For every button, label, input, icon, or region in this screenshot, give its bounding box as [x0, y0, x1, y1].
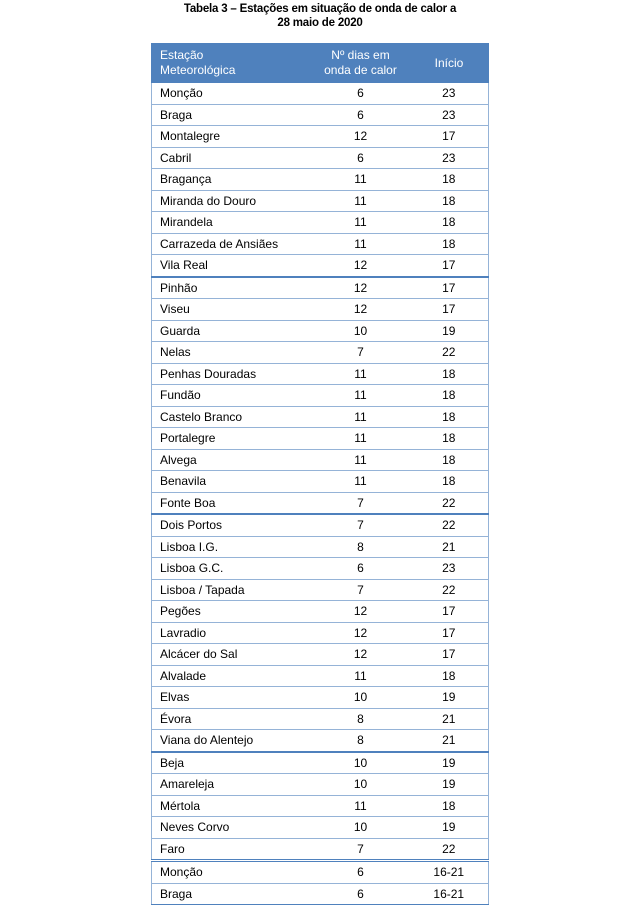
- station-cell: Dois Portos: [152, 514, 312, 536]
- station-cell: Benavila: [152, 471, 312, 493]
- days-cell: 12: [312, 126, 410, 148]
- start-cell: 19: [410, 817, 489, 839]
- days-cell: 11: [312, 471, 410, 493]
- start-cell: 19: [410, 687, 489, 709]
- station-cell: Portalegre: [152, 428, 312, 450]
- table-row: [152, 817, 489, 839]
- table-row: [152, 774, 489, 796]
- table-row: [152, 212, 489, 234]
- start-cell: 18: [410, 212, 489, 234]
- start-cell: 22: [410, 838, 489, 861]
- station-cell: Viana do Alentejo: [152, 730, 312, 752]
- table-row: [152, 449, 489, 471]
- start-cell: 22: [410, 579, 489, 601]
- station-cell: Bragança: [152, 169, 312, 191]
- days-cell: 11: [312, 363, 410, 385]
- start-cell: 17: [410, 622, 489, 644]
- days-cell: 10: [312, 817, 410, 839]
- table-row: [152, 665, 489, 687]
- table-row: [152, 795, 489, 817]
- days-cell: 12: [312, 622, 410, 644]
- days-cell: 7: [312, 492, 410, 514]
- station-cell: Carrazeda de Ansiães: [152, 233, 312, 255]
- table-row: [152, 83, 489, 105]
- start-cell: 18: [410, 428, 489, 450]
- table-row: [152, 514, 489, 536]
- start-cell: 18: [410, 406, 489, 428]
- start-cell: 22: [410, 492, 489, 514]
- table-row: [152, 579, 489, 601]
- table-row: [152, 169, 489, 191]
- days-cell: 7: [312, 838, 410, 861]
- station-cell: Miranda do Douro: [152, 190, 312, 212]
- station-cell: Viseu: [152, 299, 312, 321]
- days-cell: 8: [312, 536, 410, 558]
- start-cell: 23: [410, 83, 489, 105]
- days-cell: 11: [312, 212, 410, 234]
- table-row: [152, 406, 489, 428]
- start-cell: 21: [410, 536, 489, 558]
- header-row: [152, 44, 489, 83]
- start-cell: 16-21: [410, 861, 489, 884]
- station-cell: Braga: [152, 104, 312, 126]
- station-cell: Évora: [152, 708, 312, 730]
- days-cell: 8: [312, 730, 410, 752]
- days-cell: 11: [312, 428, 410, 450]
- days-cell: 6: [312, 104, 410, 126]
- header-station-line-2: Meteorológica: [160, 63, 236, 77]
- days-cell: 10: [312, 752, 410, 774]
- table-row: [152, 233, 489, 255]
- start-cell: 19: [410, 774, 489, 796]
- station-cell: Guarda: [152, 320, 312, 342]
- station-cell: Monção: [152, 83, 312, 105]
- table-row: [152, 255, 489, 277]
- start-cell: 18: [410, 795, 489, 817]
- start-cell: 17: [410, 126, 489, 148]
- station-cell: Mirandela: [152, 212, 312, 234]
- station-cell: Montalegre: [152, 126, 312, 148]
- table-row: [152, 147, 489, 169]
- station-cell: Braga: [152, 883, 312, 905]
- header-days: [312, 44, 410, 83]
- table-row: [152, 428, 489, 450]
- table-header: [152, 44, 489, 83]
- header-start: Início: [410, 44, 489, 83]
- caption-line-1: Tabela 3 – Estações em situação de onda de calor a: [183, 3, 457, 15]
- start-cell: 17: [410, 601, 489, 623]
- start-cell: 18: [410, 665, 489, 687]
- days-cell: 11: [312, 169, 410, 191]
- start-cell: 18: [410, 190, 489, 212]
- table-row: [152, 536, 489, 558]
- station-cell: Lisboa / Tapada: [152, 579, 312, 601]
- start-cell: 17: [410, 644, 489, 666]
- days-cell: 6: [312, 883, 410, 905]
- header-station: [152, 44, 312, 83]
- table-row: [152, 126, 489, 148]
- days-cell: 12: [312, 644, 410, 666]
- table-caption: [0, 2, 640, 30]
- station-cell: Beja: [152, 752, 312, 774]
- table-row: [152, 471, 489, 493]
- table-row: [152, 687, 489, 709]
- days-cell: 12: [312, 277, 410, 299]
- start-cell: 23: [410, 104, 489, 126]
- start-cell: 18: [410, 363, 489, 385]
- table-row: [152, 708, 489, 730]
- station-cell: Pinhão: [152, 277, 312, 299]
- station-cell: Lisboa I.G.: [152, 536, 312, 558]
- station-cell: Alvega: [152, 449, 312, 471]
- start-cell: 18: [410, 169, 489, 191]
- station-cell: Vila Real: [152, 255, 312, 277]
- table-row: [152, 861, 489, 884]
- days-cell: 11: [312, 665, 410, 687]
- table-row: [152, 644, 489, 666]
- station-cell: Pegões: [152, 601, 312, 623]
- start-cell: 16-21: [410, 883, 489, 905]
- days-cell: 12: [312, 255, 410, 277]
- table-row: [152, 342, 489, 364]
- table-row: [152, 838, 489, 861]
- station-cell: Alvalade: [152, 665, 312, 687]
- station-cell: Alcácer do Sal: [152, 644, 312, 666]
- start-cell: 21: [410, 730, 489, 752]
- station-cell: Nelas: [152, 342, 312, 364]
- station-cell: Cabril: [152, 147, 312, 169]
- table-row: [152, 622, 489, 644]
- station-cell: Castelo Branco: [152, 406, 312, 428]
- table-row: [152, 385, 489, 407]
- header-days-line-2: onda de calor: [324, 63, 397, 77]
- station-cell: Elvas: [152, 687, 312, 709]
- days-cell: 10: [312, 687, 410, 709]
- start-cell: 22: [410, 514, 489, 536]
- days-cell: 11: [312, 449, 410, 471]
- start-cell: 19: [410, 320, 489, 342]
- days-cell: 8: [312, 708, 410, 730]
- start-cell: 18: [410, 233, 489, 255]
- table-row: [152, 320, 489, 342]
- header-days-line-1: Nº dias em: [331, 48, 390, 62]
- days-cell: 7: [312, 579, 410, 601]
- table-row: [152, 752, 489, 774]
- station-cell: Amareleja: [152, 774, 312, 796]
- header-station-line-1: Estação: [160, 48, 204, 62]
- start-cell: 22: [410, 342, 489, 364]
- station-cell: Fonte Boa: [152, 492, 312, 514]
- days-cell: 11: [312, 190, 410, 212]
- start-cell: 18: [410, 471, 489, 493]
- table-row: [152, 104, 489, 126]
- days-cell: 11: [312, 233, 410, 255]
- table-row: [152, 730, 489, 752]
- start-cell: 19: [410, 752, 489, 774]
- days-cell: 10: [312, 774, 410, 796]
- table-row: [152, 492, 489, 514]
- days-cell: 10: [312, 320, 410, 342]
- station-cell: Monção: [152, 861, 312, 884]
- station-cell: Penhas Douradas: [152, 363, 312, 385]
- start-cell: 18: [410, 449, 489, 471]
- start-cell: 17: [410, 277, 489, 299]
- days-cell: 11: [312, 795, 410, 817]
- days-cell: 6: [312, 147, 410, 169]
- station-cell: Lavradio: [152, 622, 312, 644]
- days-cell: 12: [312, 601, 410, 623]
- days-cell: 6: [312, 83, 410, 105]
- days-cell: 11: [312, 385, 410, 407]
- caption-line-2: 28 maio de 2020: [277, 17, 363, 29]
- table-row: [152, 883, 489, 905]
- station-cell: Fundão: [152, 385, 312, 407]
- heatwave-stations-table: [151, 43, 489, 905]
- days-cell: 12: [312, 299, 410, 321]
- table-row: [152, 190, 489, 212]
- start-cell: 21: [410, 708, 489, 730]
- start-cell: 17: [410, 299, 489, 321]
- table-row: [152, 601, 489, 623]
- station-cell: Faro: [152, 838, 312, 861]
- days-cell: 11: [312, 406, 410, 428]
- start-cell: 18: [410, 385, 489, 407]
- table-row: [152, 363, 489, 385]
- days-cell: 7: [312, 342, 410, 364]
- start-cell: 23: [410, 558, 489, 580]
- station-cell: Mértola: [152, 795, 312, 817]
- days-cell: 6: [312, 861, 410, 884]
- station-cell: Lisboa G.C.: [152, 558, 312, 580]
- start-cell: 23: [410, 147, 489, 169]
- days-cell: 7: [312, 514, 410, 536]
- start-cell: 17: [410, 255, 489, 277]
- table-row: [152, 299, 489, 321]
- table-row: [152, 558, 489, 580]
- table-body: [152, 83, 489, 905]
- station-cell: Neves Corvo: [152, 817, 312, 839]
- days-cell: 6: [312, 558, 410, 580]
- table-row: [152, 277, 489, 299]
